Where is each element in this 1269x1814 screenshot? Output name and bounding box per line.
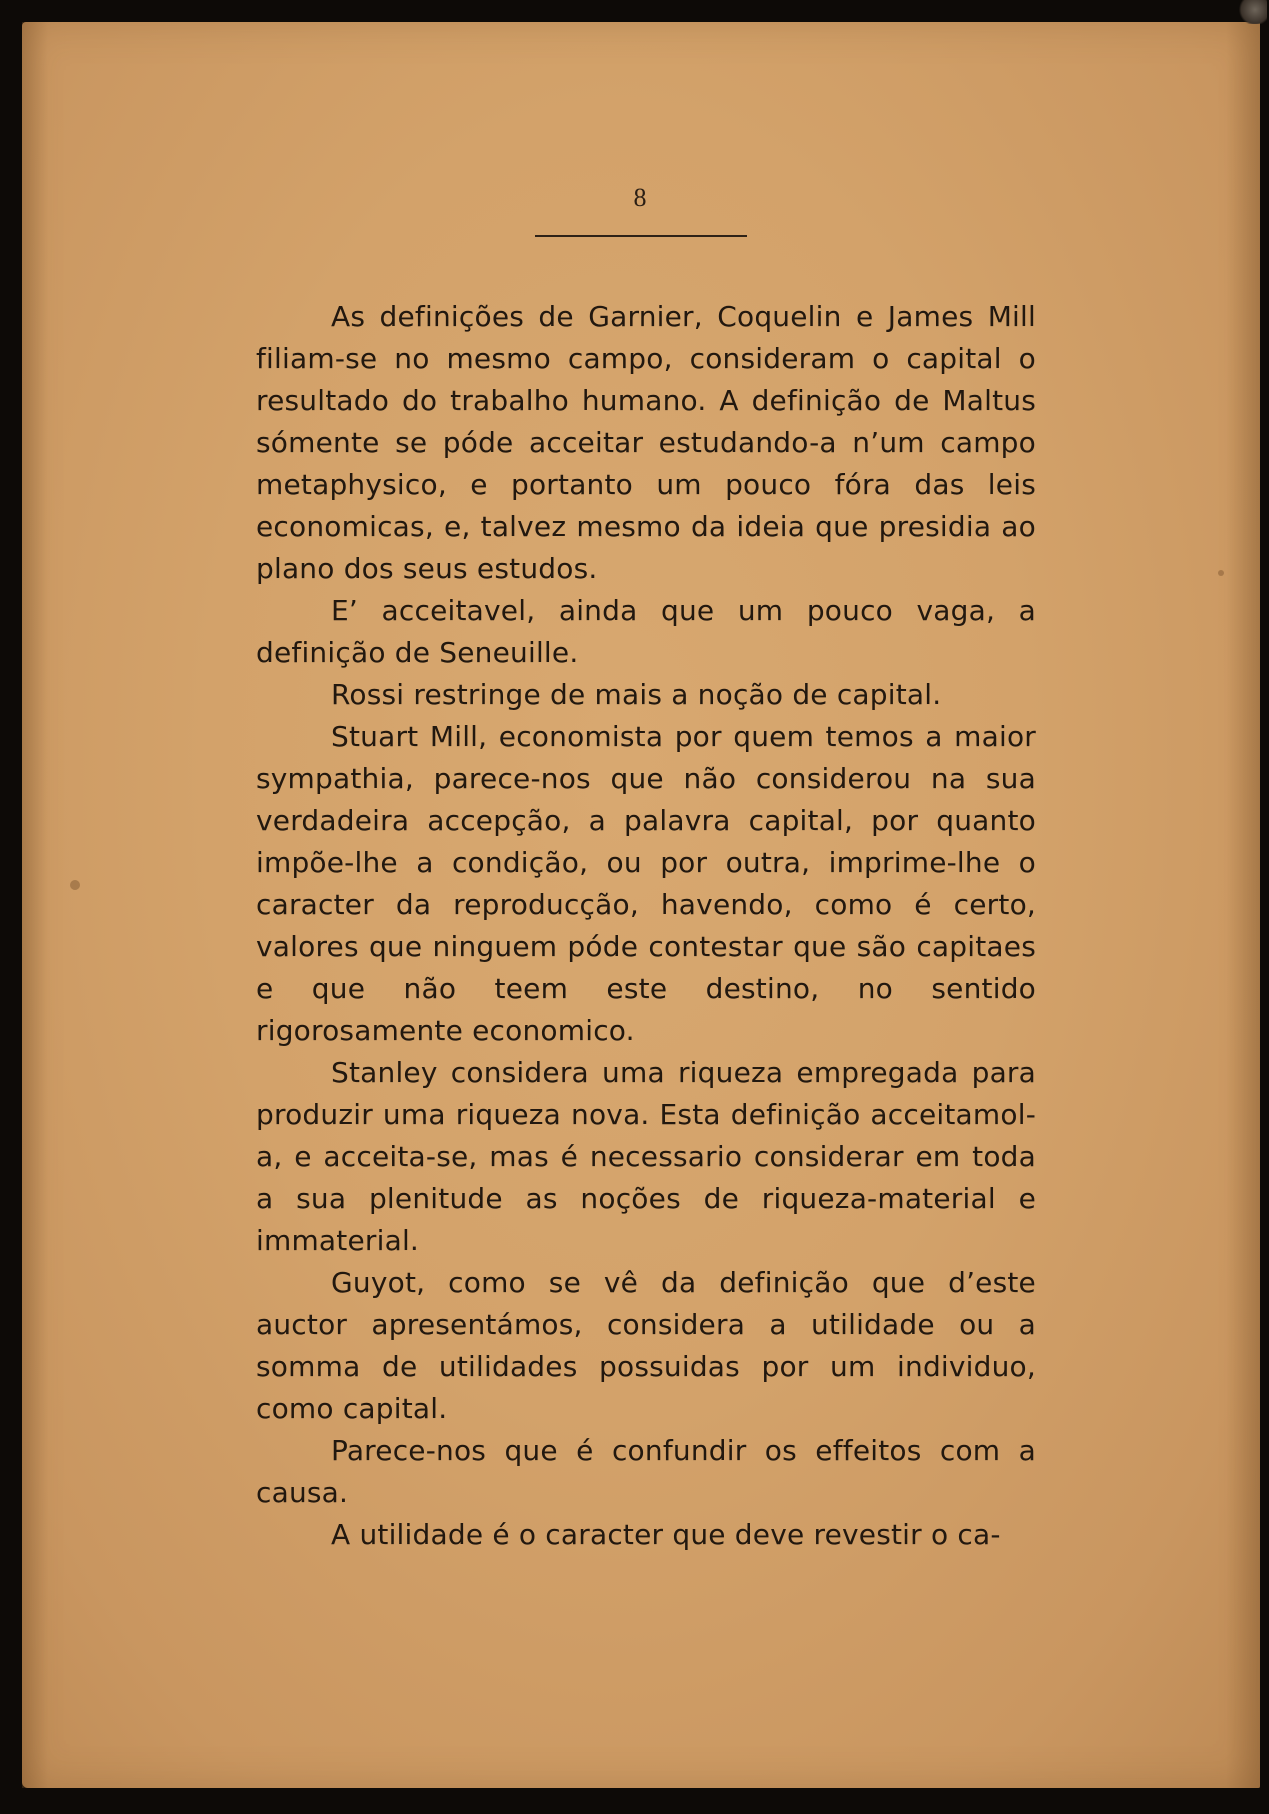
paragraph: E’ acceitavel, ainda que um pouco vaga, a definição de Seneuille. — [256, 594, 1036, 669]
body-text — [256, 296, 1036, 1556]
page-left-shadow — [22, 22, 48, 1788]
paragraph: Rossi restringe de mais a noção de capital. — [331, 678, 942, 711]
paper-stain — [1218, 570, 1224, 576]
header-rule — [535, 235, 747, 237]
paragraph: A utilidade é o caracter que deve revestir o ca- — [331, 1518, 1001, 1551]
paper-stain — [70, 880, 80, 890]
paragraph: Stanley considera uma riqueza empregada para produzir uma riqueza nova. Esta definição acceitamol-a, e acceita-se, mas é necessario considerar em toda a sua plenitude as noções de riqueza-material e immaterial. — [256, 1056, 1036, 1257]
paragraph: As definições de Garnier, Coquelin e James Mill filiam-se no mesmo campo, consideram o capital o resultado do trabalho humano. A definição de Maltus sómente se póde acceitar estudando-a n’um campo metaphysico, e portanto um pouco fóra das leis economicas, e, talvez mesmo da ideia que presidia ao plano dos seus estudos. — [256, 300, 1036, 585]
corner-damage — [1237, 0, 1267, 24]
paragraph: Stuart Mill, economista por quem temos a maior sympathia, parece-nos que não considerou na sua verdadeira accepção, a palavra capital, por quanto impõe-lhe a condição, ou por outra, imprime-lhe o caracter da reproducção, havendo, como é certo, valores que ninguem póde contestar que são capitaes e que não teem este destino, no sentido rigorosamente economico. — [256, 720, 1036, 1047]
paragraph: Parece-nos que é confundir os effeitos com a causa. — [256, 1434, 1036, 1509]
paragraph: Guyot, como se vê da definição que d’este auctor apresentámos, considera a utilidade ou a somma de utilidades possuidas por um individuo, como capital. — [256, 1266, 1036, 1425]
page-right-shadow — [1226, 22, 1260, 1788]
page-number: 8 — [633, 183, 647, 212]
